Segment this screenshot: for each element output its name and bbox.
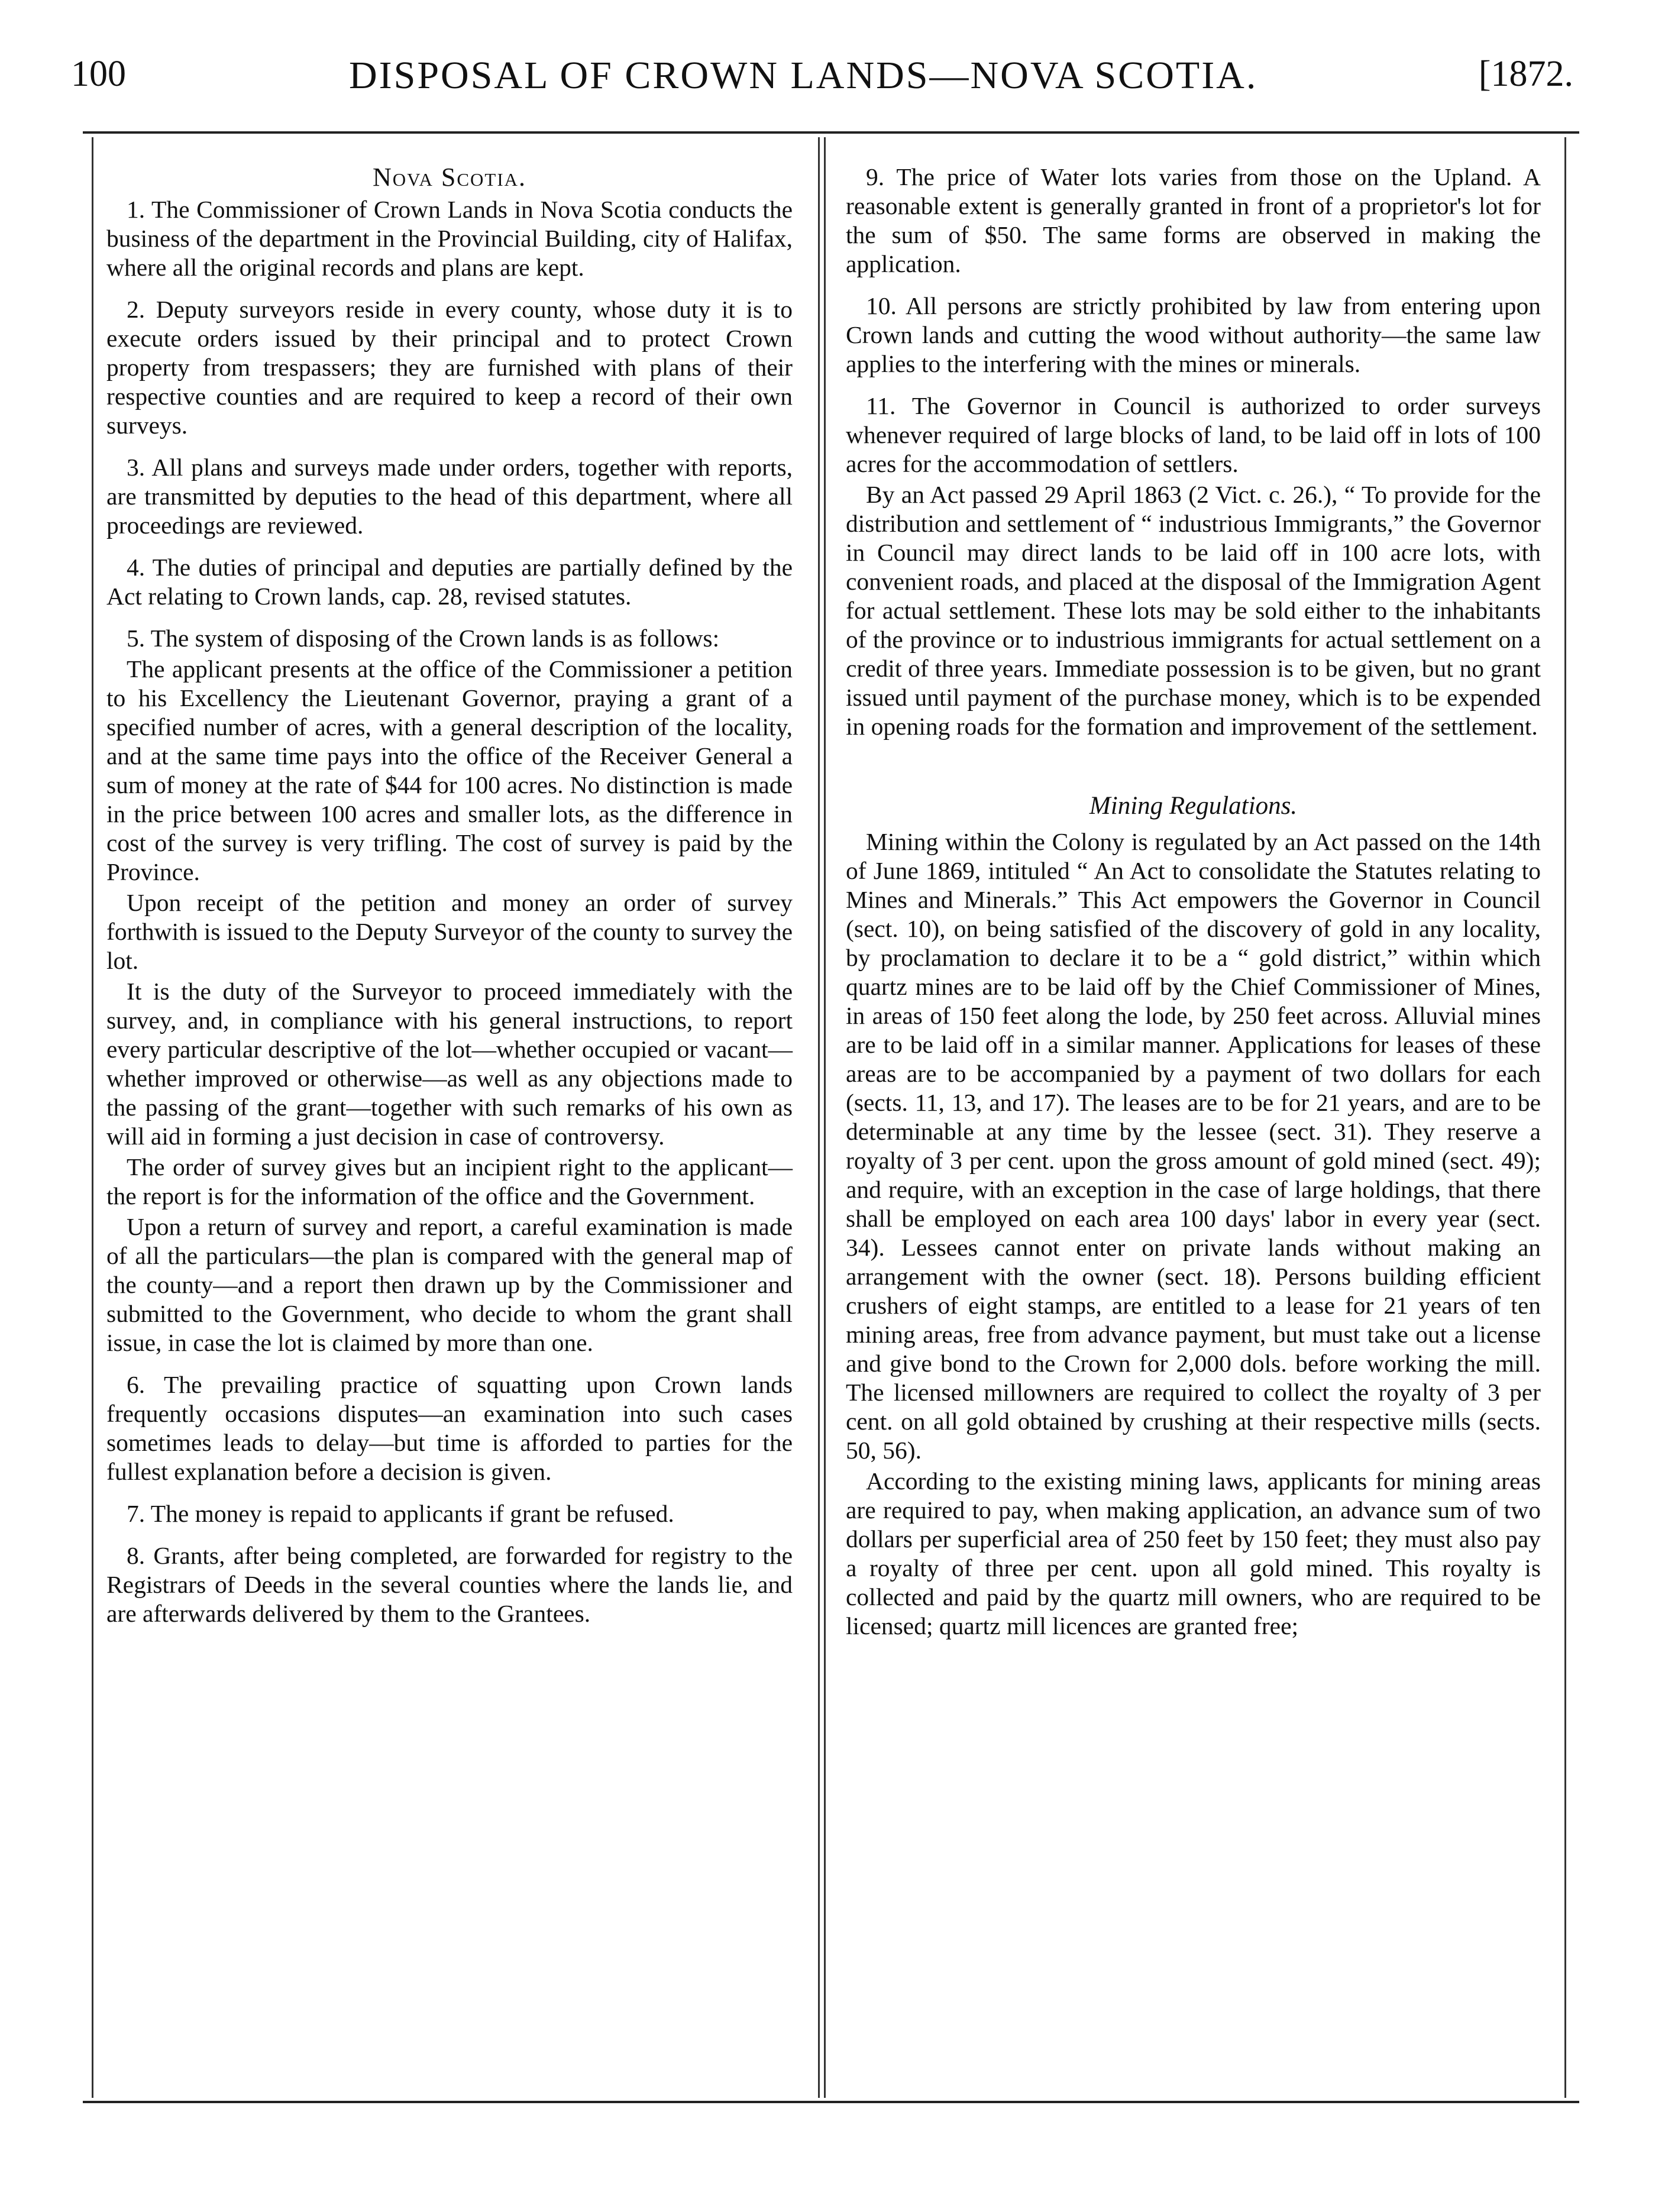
paragraph-immigration-act: By an Act passed 29 April 1863 (2 Vict. c. 26.), “ To provide for the distribution and settlement of “ industrious Immigrants,” the Governor in Council may direct lands to be laid off in 100 acre lots, with convenient roads, and placed at the disposal of the Immigration Agent for actual settlement. These lots may be sold either to the inhabitants of the province or to industrious immigrants for actual settlement on a credit of three years. Immediate possession is to be given, but no grant issued until payment of the purchase money, which is to be expended in opening roads for the formation and improvement of the settlement. [846, 481, 1541, 740]
left-border-rule [92, 137, 93, 2098]
header-rule [83, 131, 1579, 134]
paragraph-10: 10. All persons are strictly prohibited by law from entering upon Crown lands and cutting the wood without authority—the same law applies to the interfering with the mines or minerals. [846, 292, 1541, 377]
footer-rule [83, 2101, 1579, 2103]
paragraph-6: 6. The prevailing practice of squatting upon Crown lands frequently occasions disputes—an examination into such cases sometimes leads to delay—but time is afforded to parties for the fullest explanation before a decision is given. [106, 1371, 793, 1485]
paragraph-7: 7. The money is repaid to applicants if grant be refused. [127, 1500, 674, 1527]
page-number: 100 [71, 54, 126, 94]
paragraph-5-order: Upon receipt of the petition and money an order of survey forthwith is issued to the Deputy Surveyor of the county to survey the lot. [106, 889, 793, 974]
running-year: [1872. [1478, 54, 1573, 94]
paragraph-11: 11. The Governor in Council is authorized to order surveys whenever required of large blocks of land, to be laid off in lots of 100 acres for the accommodation of settlers. [846, 392, 1541, 477]
paragraph-5-right: The order of survey gives but an incipient right to the applicant—the report is for the information of the office and the Government. [106, 1153, 793, 1210]
paragraph-2: 2. Deputy surveyors reside in every county, whose duty it is to execute orders issued by their principal and to protect Crown property from trespassers; they are furnished with plans of their respective counties and are required to keep a record of their own surveys. [106, 296, 793, 439]
running-title: DISPOSAL OF CROWN LANDS—NOVA SCOTIA. [349, 54, 1258, 97]
paragraph-5: 5. The system of disposing of the Crown lands is as follows: [127, 625, 720, 652]
column-divider-rule-2 [824, 137, 826, 2098]
paragraph-5-petition: The applicant presents at the office of the Commissioner a petition to his Excellency the Lieutenant Governor, praying a grant of a specified number of acres, with a general description of the locality, and at the same time pays into the office of the Receiver General a sum of money at the rate of $44 for 100 acres. No distinction is made in the price between 100 acres and smaller lots, as the difference in cost of the survey is very trifling. The cost of survey is paid by the Province. [106, 655, 793, 885]
paragraph-5-surveyor: It is the duty of the Surveyor to proceed immediately with the survey, and, in compliance with his general instructions, to report every particular descriptive of the lot—whether occupied or vacant—whether improved or otherwise—as well as any objections made to the passing of the grant—together with such remarks of his own as will aid in forming a just decision in case of controversy. [106, 978, 793, 1150]
paragraph-9: 9. The price of Water lots varies from those on the Upland. A reasonable extent is generally granted in front of a proprietor's lot for the sum of $50. The same forms are observed in making the application. [846, 163, 1541, 277]
mining-paragraph-2: According to the existing mining laws, applicants for mining areas are required to pay, when making application, an advance sum of two dollars per superficial area of 250 feet by 150 feet; they must also pay a royalty of three per cent. upon all gold mined. This royalty is collected and paid by the quartz mill owners, who are required to be licensed; quartz mill licences are granted free; [846, 1467, 1541, 1639]
paragraph-5-return: Upon a return of survey and report, a careful examination is made of all the particulars—the plan is compared with the general map of the county—and a report then drawn up by the Commissioner and submitted to the Government, who decide to whom the grant shall issue, in case the lot is claimed by more than one. [106, 1213, 793, 1356]
right-border-rule [1564, 137, 1566, 2098]
paragraph-1: 1. The Commissioner of Crown Lands in Nova Scotia conducts the business of the department in the Provincial Building, city of Halifax, where all the original records and plans are kept. [106, 196, 793, 281]
paragraph-3: 3. All plans and surveys made under orders, together with reports, are transmitted by deputies to the head of this department, where all proceedings are reviewed. [106, 454, 793, 539]
section-heading-nova-scotia: Nova Scotia. [372, 163, 527, 192]
page-header [71, 53, 1573, 118]
paragraph-4: 4. The duties of principal and deputies are partially defined by the Act relating to Crown lands, cap. 28, revised statutes. [106, 554, 793, 610]
column-divider-rule-1 [818, 137, 820, 2098]
mining-paragraph-1: Mining within the Colony is regulated by an Act passed on the 14th of June 1869, intituled “ An Act to consolidate the Statutes relating to Mines and Minerals.” This Act empowers the Governor in Council (sect. 10), on being satisfied of the discovery of gold in any locality, by proclamation to declare it to be a “ gold district,” within which quartz mines are to be laid off by the Chief Commissioner of Mines, in areas of 150 feet along the lode, by 250 feet across. Alluvial mines are to be laid off in a similar manner. Applications for leases of these areas are to be accompanied by a payment of two dollars for each (sects. 11, 13, and 17). The leases are to be for 21 years, and are to be determinable at any time by the lessee (sect. 31). They reserve a royalty of 3 per cent. upon the gross amount of gold mined (sect. 49); and require, with an exception in the case of large holdings, that there shall be employed on each area 100 days' labor in every year (sect. 34). Lessees cannot enter on private lands without making an arrangement with the owner (sect. 18). Persons building efficient crushers of eight stamps, are entitled to a lease for 21 years of ten mining areas, free from advance payment, but must take out a license and give bond to the Crown for 2,000 dols. before working the mill. The licensed millowners are required to collect the royalty of 3 per cent. on all gold obtained by crushing at their respective mills (sects. 50, 56). [846, 828, 1541, 1464]
left-column [106, 163, 793, 1641]
right-column [846, 163, 1541, 1654]
mining-regulations-heading: Mining Regulations. [1089, 792, 1298, 820]
paragraph-8: 8. Grants, after being completed, are forwarded for registry to the Registrars of Deeds in the several counties where the lands lie, and are afterwards delivered by them to the Grantees. [106, 1542, 793, 1627]
